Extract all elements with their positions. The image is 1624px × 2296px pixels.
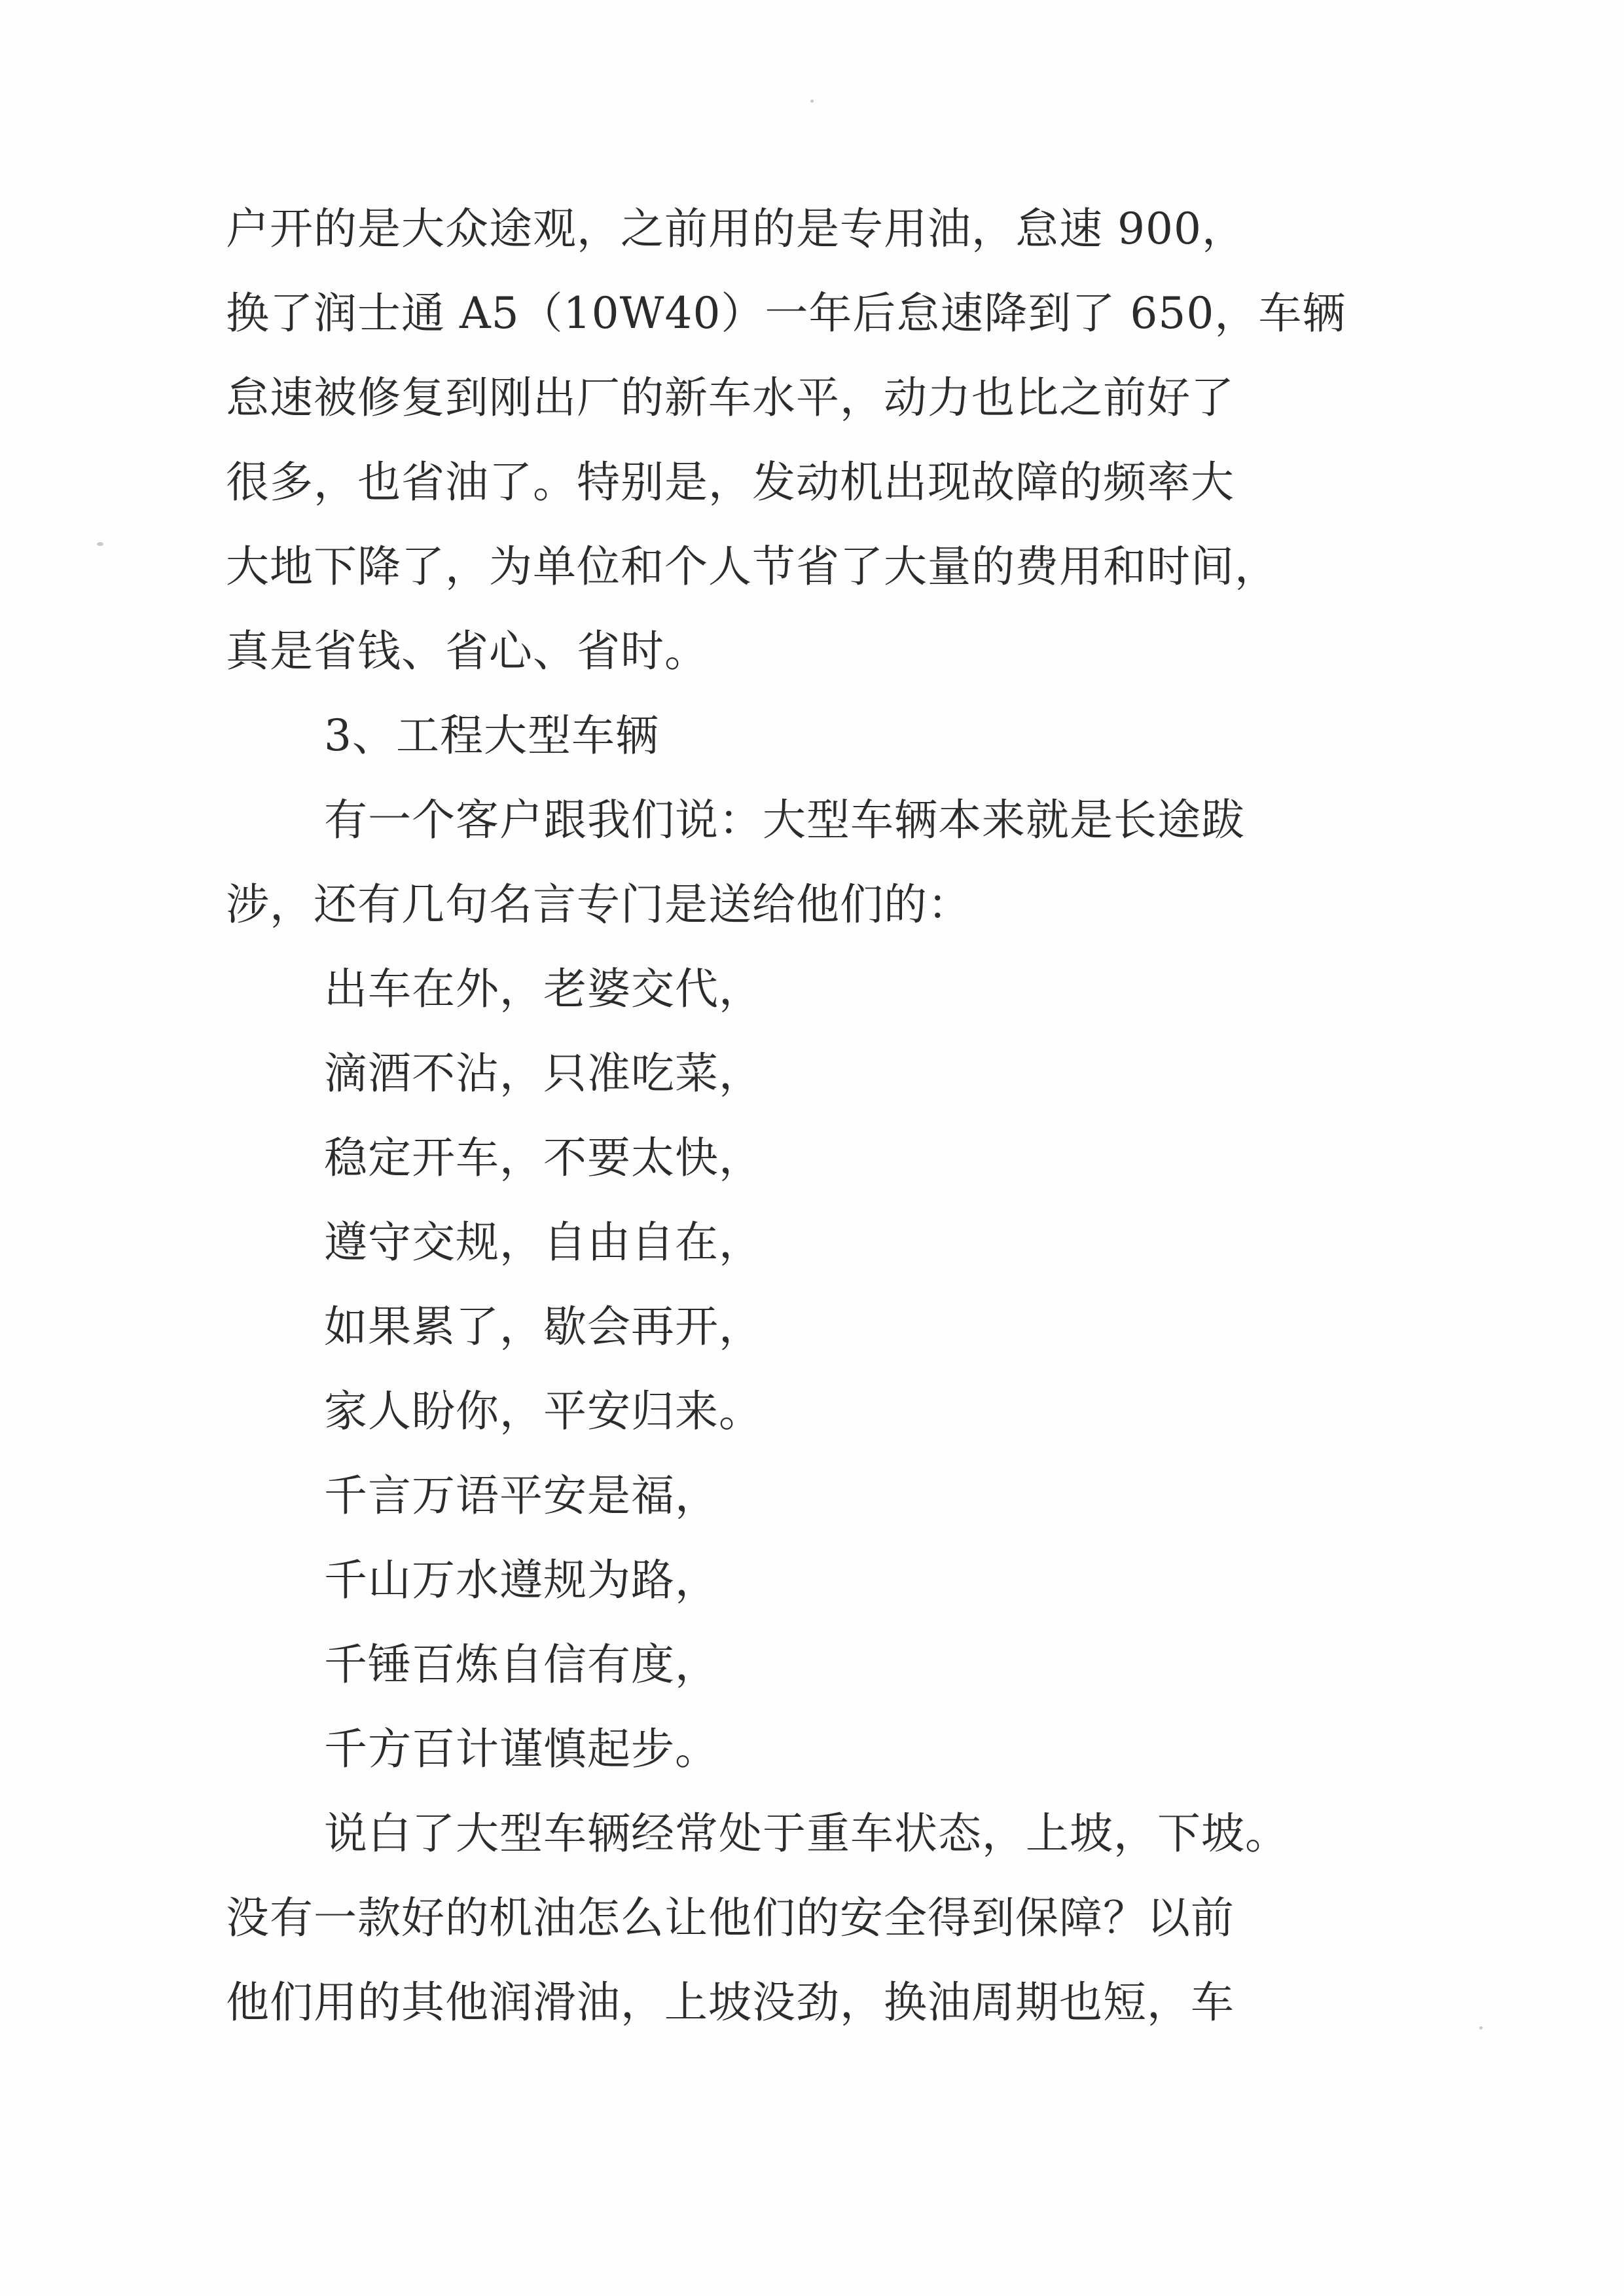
scan-speck [810, 100, 814, 103]
scan-speck [1479, 2026, 1483, 2030]
verse-line: 千方百计谨慎起步。 [324, 1724, 719, 1774]
text-line: 大地下降了，为单位和个人节省了大量的费用和时间， [226, 541, 1278, 592]
text-line: 换了润士通 A5（10W40）一年后怠速降到了 650，车辆 [226, 288, 1346, 338]
document-body [226, 187, 1358, 2045]
text-line: 户开的是大众途观，之前用的是专用油，怠速 900， [226, 204, 1246, 254]
text-line: 涉，还有几句名言专门是送给他们的： [226, 879, 971, 930]
verse-line: 家人盼你，平安归来。 [324, 1386, 763, 1436]
scan-speck [97, 542, 103, 546]
verse-line: 遵守交规，自由自在， [324, 1217, 763, 1267]
section-heading: 3、工程大型车辆 [324, 710, 659, 761]
text-line: 说白了大型车辆经常处于重车状态，上坡，下坡。 [324, 1808, 1289, 1859]
verse-line: 稳定开车，不要太快， [324, 1133, 763, 1183]
text-line: 没有一款好的机油怎么让他们的安全得到保障？以前 [226, 1893, 1235, 1943]
text-line: 有一个客户跟我们说：大型车辆本来就是长途跋 [324, 795, 1245, 845]
text-line: 怠速被修复到刚出厂的新车水平，动力也比之前好了 [226, 373, 1235, 423]
text-line: 很多，也省油了。特别是，发动机出现故障的频率大 [226, 457, 1235, 507]
verse-line: 出车在外，老婆交代， [324, 964, 763, 1014]
verse-line: 千言万语平安是福， [324, 1470, 719, 1521]
verse-line: 千锤百炼自信有度， [324, 1639, 719, 1690]
text-line: 他们用的其他润滑油，上坡没劲，换油周期也短，车 [226, 1977, 1235, 2028]
verse-line: 千山万水遵规为路， [324, 1555, 719, 1605]
verse-line: 滴酒不沾，只准吃菜， [324, 1048, 763, 1099]
text-line: 真是省钱、省心、省时。 [226, 626, 708, 676]
verse-line: 如果累了，歇会再开， [324, 1302, 763, 1352]
